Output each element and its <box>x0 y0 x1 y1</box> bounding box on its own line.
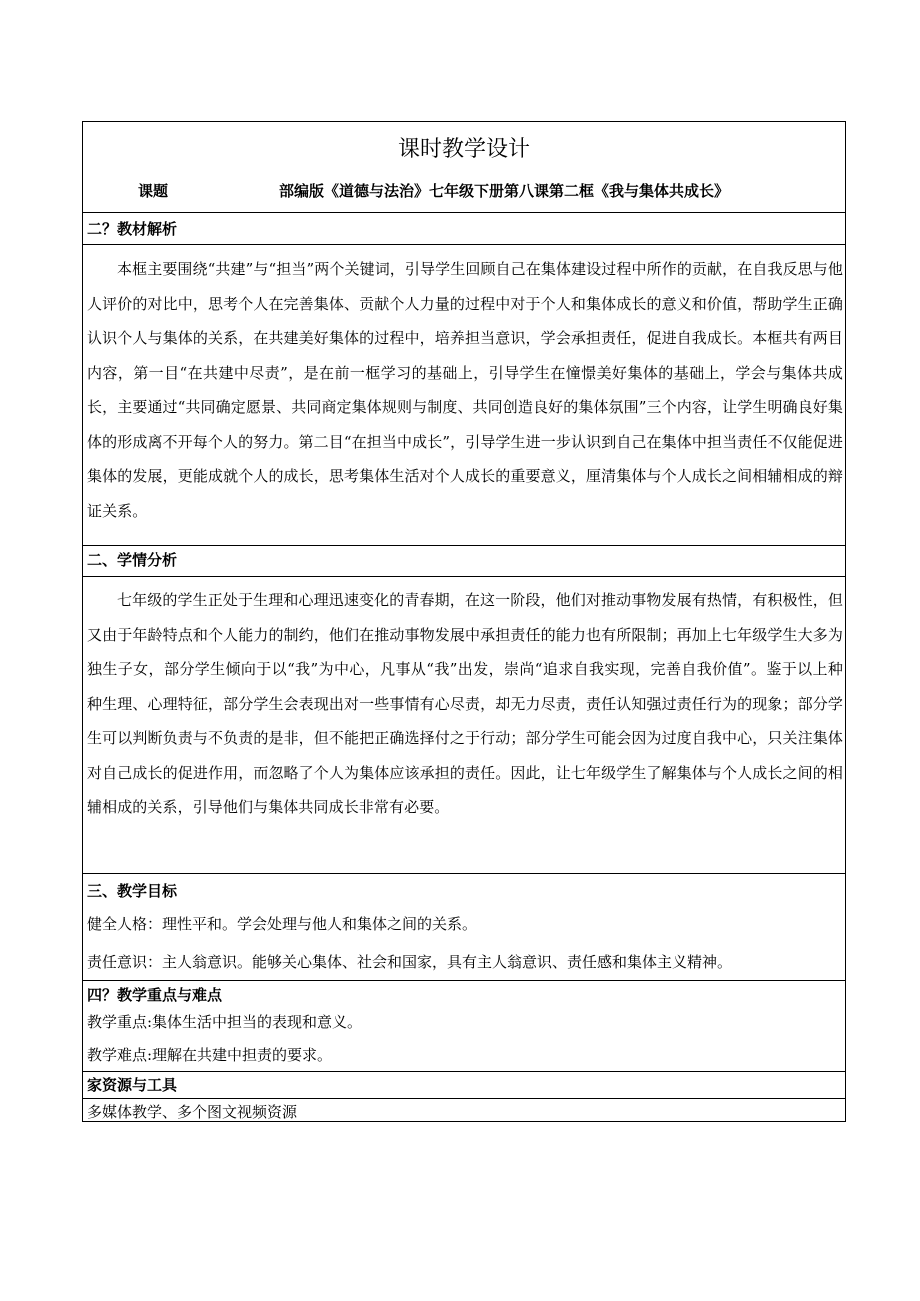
divider <box>83 873 845 874</box>
divider <box>83 980 845 981</box>
section-heading-resources: 家资源与工具 <box>87 1076 178 1094</box>
divider <box>83 576 845 577</box>
goal-line-2: 责任意识：主人翁意识。能够关心集体、社会和国家，具有主人翁意识、责任感和集体主义精神。 <box>87 953 733 971</box>
difficulty-line: 教学难点:理解在共建中担责的要求。 <box>87 1046 333 1064</box>
section-heading-textbook: 二？教材解析 <box>87 220 178 238</box>
textbook-analysis-text: 本框主要围绕“共建”与“担当”两个关键词，引导学生回顾自己在集体建设过程中所作的贡献，在自我反思与他人评价的对比中，思考个人在完善集体、贡献个人力量的过程中对于个人和集体成长的意义和价值，帮助学生正确认识个人与集体的关系，在共建美好集体的过程中，培养担当意识，学会承担责任，促进自我成长。本框共有两目内容，第一目“在共建中尽责”，是在前一框学习的基础上，引导学生在憧憬美好集体的基础上，学会与集体共成长，主要通过“共同确定愿景、共同商定集体规则与制度、共同创造良好的集体氛围”三个内容，让学生明确良好集体的形成离不开每个人的努力。第二目“在担当中成长”，引导学生进一步认识到自己在集体中担当责任不仅能促进集体的发展，更能成就个人的成长，思考集体生活对个人成长的重要意义，厘清集体与个人成长之间相辅相成的辩证关系。 <box>87 260 843 520</box>
goal-line-1: 健全人格：理性平和。学会处理与他人和集体之间的关系。 <box>87 915 478 933</box>
section-heading-key-points: 四？教学重点与难点 <box>87 986 223 1004</box>
topic-label: 课题 <box>138 182 169 200</box>
learner-analysis-text: 七年级的学生正处于生理和心理迅速变化的青春期，在这一阶段，他们对推动事物发展有热情，有积极性，但又由于年龄特点和个人能力的制约，他们在推动事物发展中承担责任的能力也有所限制；再加上七年级学生大多为独生子女，部分学生倾向于以“我”为中心，凡事从“我”出发，崇尚“追求自我实现，完善自我价值”。鉴于以上种种生理、心理特征，部分学生会表现出对一些事情有心尽责，却无力尽责，责任认知强过责任行为的现象；部分学生可以判断负责与不负责的是非，但不能把正确选择付之于行动；部分学生可能会因为过度自我中心，只关注集体对自己成长的促进作用，而忽略了个人为集体应该承担的责任。因此，让七年级学生了解集体与个人成长之间的相辅相成的关系，引导他们与集体共同成长非常有必要。 <box>87 591 843 816</box>
section-heading-goals: 三、教学目标 <box>87 882 178 900</box>
topic-row <box>83 180 845 210</box>
divider <box>83 244 845 245</box>
section-heading-learners: 二、学情分析 <box>87 551 178 569</box>
divider <box>83 545 845 546</box>
resources-line: 多媒体教学、多个图文视频资源 <box>87 1103 298 1121</box>
lesson-design-table <box>82 121 846 1122</box>
divider <box>83 212 845 213</box>
document-title: 课时教学设计 <box>397 137 530 162</box>
key-point-line: 教学重点:集体生活中担当的表现和意义。 <box>87 1013 363 1031</box>
divider <box>83 1098 845 1099</box>
divider <box>83 1071 845 1072</box>
topic-value: 部编版《道德与法治》七年级下册第八课第二框《我与集体共成长》 <box>279 182 730 200</box>
